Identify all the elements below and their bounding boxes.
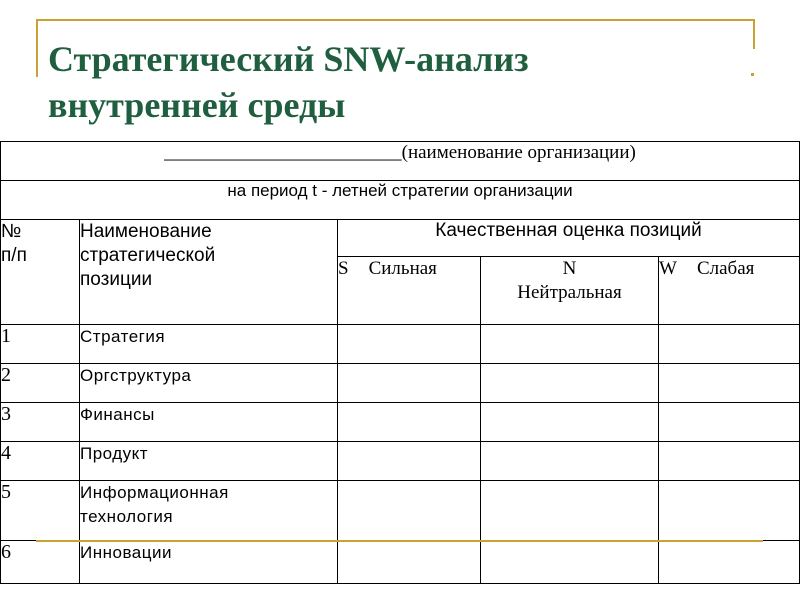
table-row: [1, 481, 800, 541]
row-number: 4: [1, 442, 80, 481]
table-row: [1, 541, 800, 584]
header-name-line-3: позиции: [80, 269, 153, 290]
row-neutral-cell: [481, 481, 659, 541]
row-weak-cell: [659, 364, 800, 403]
row-position-name: Финансы: [80, 403, 338, 442]
strong-label: Сильная: [368, 258, 437, 279]
header-number-line-2: п/п: [1, 245, 27, 266]
strategy-period-text: на период t - летней стратегии организации: [227, 181, 573, 200]
header-quality-text: Качественная оценка позиций: [435, 220, 702, 241]
row-strong-cell: [338, 325, 481, 364]
row-strong-cell: [338, 541, 481, 584]
header-number: [1, 220, 80, 325]
row-number: 2: [1, 364, 80, 403]
row-position-name: Инновации: [80, 541, 338, 584]
row-position-name: Оргструктура: [80, 364, 338, 403]
row-weak-cell: [659, 541, 800, 584]
row-name-line-2: технология: [80, 507, 174, 526]
organization-name-cell: [1, 142, 800, 181]
header-weak: [659, 257, 800, 325]
row-strong-cell: [338, 481, 481, 541]
table-row: [1, 325, 800, 364]
accent-line-left: [36, 19, 38, 77]
header-number-line-1: №: [1, 221, 22, 242]
row-weak-cell: [659, 403, 800, 442]
header-neutral: [481, 257, 659, 325]
table-row: [1, 403, 800, 442]
row-name-line-1: Информационная: [80, 483, 229, 502]
accent-line-right: [753, 19, 755, 49]
row-number: 1: [1, 325, 80, 364]
header-name-line-2: стратегической: [80, 245, 216, 266]
weak-letter: W: [659, 258, 677, 279]
row-weak-cell: [659, 442, 800, 481]
row-neutral-cell: [481, 403, 659, 442]
strong-letter: S: [338, 258, 349, 279]
row-weak-cell: [659, 325, 800, 364]
header-strong: [338, 257, 481, 325]
row-number: 5: [1, 481, 80, 541]
snw-analysis-table: [0, 141, 800, 584]
table-row: [1, 442, 800, 481]
accent-dot: [751, 73, 754, 76]
strategy-period-cell: [1, 181, 800, 220]
row-neutral-cell: [481, 325, 659, 364]
row-number: 6: [1, 541, 80, 584]
row-strong-cell: [338, 403, 481, 442]
weak-label: Слабая: [696, 258, 755, 279]
row-position-name: Продукт: [80, 442, 338, 481]
row-strong-cell: [338, 364, 481, 403]
header-name-line-1: Наименование: [80, 221, 212, 242]
row-number: 3: [1, 403, 80, 442]
row-strong-cell: [338, 442, 481, 481]
row-weak-cell: [659, 481, 800, 541]
neutral-letter: N: [562, 258, 577, 279]
row-neutral-cell: [481, 364, 659, 403]
organization-name-text: _________________________(наименование организации): [164, 142, 636, 163]
accent-line-bottom: [36, 540, 763, 542]
row-position-name: Стратегия: [80, 325, 338, 364]
row-position-name: [80, 481, 338, 541]
row-neutral-cell: [481, 541, 659, 584]
row-neutral-cell: [481, 442, 659, 481]
table-row: [1, 364, 800, 403]
header-position-name: [80, 220, 338, 325]
title-line-1: Стратегический SNW-анализ: [48, 39, 529, 79]
accent-line-top: [36, 19, 755, 21]
slide-title: [48, 36, 529, 128]
title-line-2: внутренней среды: [48, 85, 346, 125]
header-quality-assessment: [338, 220, 800, 257]
neutral-label: Нейтральная: [517, 282, 622, 303]
